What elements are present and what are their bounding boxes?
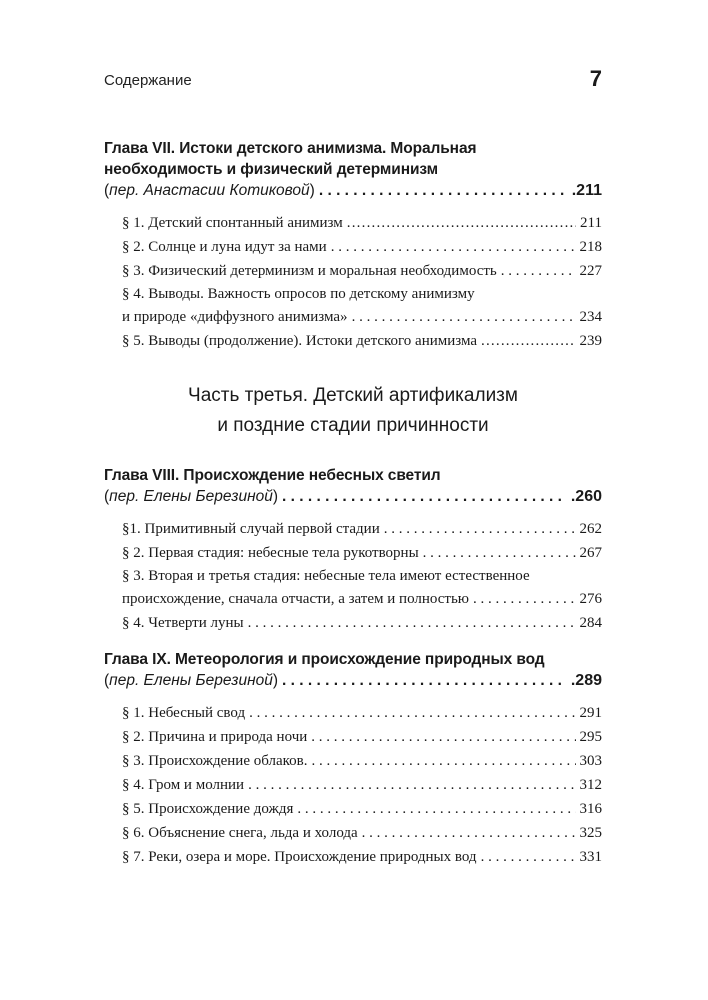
chapter-9-entry[interactable] bbox=[104, 649, 602, 691]
section-title: и природе «диффузного анимизма» bbox=[122, 309, 348, 325]
section-title-last-line bbox=[122, 587, 602, 611]
chapter-9-sections bbox=[122, 701, 602, 869]
section-title-line-1: § 3. Вторая и третья стадия: небесные тела имеют естественное bbox=[122, 568, 530, 584]
part-3-heading bbox=[104, 381, 602, 441]
dot-leader bbox=[473, 587, 575, 611]
section-page: 234 bbox=[579, 309, 602, 325]
section-title: § 3. Физический детерминизм и моральная необходимость bbox=[122, 263, 497, 279]
section-title: § 1. Небесный свод bbox=[122, 705, 246, 721]
section-page: 284 bbox=[579, 615, 602, 631]
toc-section-entry[interactable] bbox=[122, 259, 602, 283]
dot-leader bbox=[312, 749, 576, 773]
toc-section-entry[interactable] bbox=[122, 211, 602, 235]
paren-open: ( bbox=[104, 672, 110, 689]
section-title: происхождение, сначала отчасти, а затем и полностью bbox=[122, 591, 470, 607]
toc-section-entry[interactable] bbox=[122, 749, 602, 773]
section-title: § 5. Выводы (продолжение). Истоки детского анимизма bbox=[122, 333, 478, 349]
section-page: 295 bbox=[579, 729, 602, 745]
chapter-7-title-line-2: необходимость и физический детерминизм bbox=[104, 161, 438, 178]
toc-section-entry[interactable] bbox=[122, 701, 602, 725]
section-title: § 2. Причина и природа ночи bbox=[122, 729, 308, 745]
section-title: § 4. Гром и молнии bbox=[122, 777, 245, 793]
paren-open: ( bbox=[104, 488, 110, 505]
dot-leader bbox=[311, 725, 575, 749]
dot-leader bbox=[331, 235, 576, 259]
part-3-title-line-1: Часть третья. Детский артификализм bbox=[188, 385, 518, 406]
toc-section-entry[interactable] bbox=[122, 283, 602, 329]
section-page: 239 bbox=[579, 333, 602, 349]
toc-section-entry[interactable] bbox=[122, 773, 602, 797]
toc-section-entry[interactable] bbox=[122, 725, 602, 749]
dot-leader bbox=[319, 180, 568, 201]
paren-close: ) bbox=[272, 672, 279, 689]
toc-section-entry[interactable] bbox=[122, 845, 602, 869]
chapter-8-entry[interactable] bbox=[104, 465, 602, 507]
chapter-8-page: .260 bbox=[570, 488, 602, 505]
chapter-8-sections bbox=[122, 517, 602, 635]
toc-section-entry[interactable] bbox=[122, 797, 602, 821]
dot-leader bbox=[352, 305, 576, 329]
dot-leader bbox=[501, 259, 576, 283]
chapter-9-translator: пер. Елены Березиной bbox=[109, 672, 273, 689]
section-title: § 2. Солнце и луна идут за нами bbox=[122, 239, 327, 255]
chapter-9-title: Глава IX. Метеорология и происхождение природных вод bbox=[104, 651, 545, 668]
section-page: 211 bbox=[580, 215, 602, 231]
section-title: § 6. Объяснение снега, льда и холода bbox=[122, 825, 358, 841]
dot-leader bbox=[384, 517, 576, 541]
section-title: § 3. Происхождение облаков. bbox=[122, 753, 308, 769]
chapter-7-entry[interactable] bbox=[104, 138, 602, 201]
toc-section-entry[interactable] bbox=[122, 565, 602, 611]
chapter-8-translator: пер. Елены Березиной bbox=[109, 488, 273, 505]
section-page: 303 bbox=[579, 753, 602, 769]
chapter-7-translator: пер. Анастасии Котиковой bbox=[109, 182, 310, 199]
chapter-7-title-line-1: Глава VII. Истоки детского анимизма. Моральная bbox=[104, 140, 477, 157]
toc-section-entry[interactable] bbox=[122, 611, 602, 635]
section-page: 267 bbox=[579, 545, 602, 561]
dot-leader bbox=[249, 701, 575, 725]
dot-leader bbox=[248, 611, 576, 635]
chapter-9-page: .289 bbox=[570, 672, 602, 689]
section-page: 276 bbox=[579, 591, 602, 607]
section-title: § 1. Детский спонтанный анимизм bbox=[122, 215, 343, 231]
section-page: 262 bbox=[579, 521, 602, 537]
running-head: Содержание bbox=[104, 72, 192, 89]
part-3-title-line-2: и поздние стадии причинности bbox=[217, 415, 489, 436]
dot-leader bbox=[362, 821, 576, 845]
chapter-7-page: .211 bbox=[571, 182, 602, 199]
toc-section-entry[interactable] bbox=[122, 821, 602, 845]
paren-close: ) bbox=[309, 182, 315, 199]
page-number: 7 bbox=[589, 66, 602, 91]
section-page: 325 bbox=[579, 825, 602, 841]
section-title: §1. Примитивный случай первой стадии bbox=[122, 521, 380, 537]
section-title-line-1: § 4. Выводы. Важность опросов по детскому анимизму bbox=[122, 286, 475, 302]
chapter-7-translator-line bbox=[104, 180, 602, 201]
section-title: § 5. Происхождение дождя bbox=[122, 801, 294, 817]
chapter-8-translator-line bbox=[104, 486, 602, 507]
dot-leader bbox=[282, 486, 567, 507]
section-title-last-line bbox=[122, 305, 602, 329]
chapter-7-sections bbox=[122, 211, 602, 353]
section-page: 331 bbox=[579, 849, 602, 865]
section-title: § 2. Первая стадия: небесные тела рукотворны bbox=[122, 545, 419, 561]
paren-open: ( bbox=[104, 182, 110, 199]
section-page: 291 bbox=[579, 705, 602, 721]
chapter-9-translator-line bbox=[104, 670, 602, 691]
dot-leader bbox=[481, 329, 575, 353]
dot-leader bbox=[481, 845, 576, 869]
table-of-contents bbox=[104, 138, 602, 869]
toc-section-entry[interactable] bbox=[122, 517, 602, 541]
dot-leader bbox=[423, 541, 576, 565]
toc-section-entry[interactable] bbox=[122, 541, 602, 565]
dot-leader bbox=[347, 211, 576, 235]
chapter-8-title: Глава VIII. Происхождение небесных светил bbox=[104, 467, 441, 484]
section-title: § 7. Реки, озера и море. Происхождение природных вод bbox=[122, 849, 477, 865]
section-page: 316 bbox=[579, 801, 602, 817]
section-page: 312 bbox=[579, 777, 602, 793]
paren-close: ) bbox=[272, 488, 279, 505]
toc-section-entry[interactable] bbox=[122, 235, 602, 259]
toc-section-entry[interactable] bbox=[122, 329, 602, 353]
dot-leader bbox=[297, 797, 575, 821]
dot-leader bbox=[248, 773, 575, 797]
dot-leader bbox=[282, 670, 567, 691]
section-page: 218 bbox=[579, 239, 602, 255]
section-page: 227 bbox=[579, 263, 602, 279]
section-title: § 4. Четверти луны bbox=[122, 615, 244, 631]
